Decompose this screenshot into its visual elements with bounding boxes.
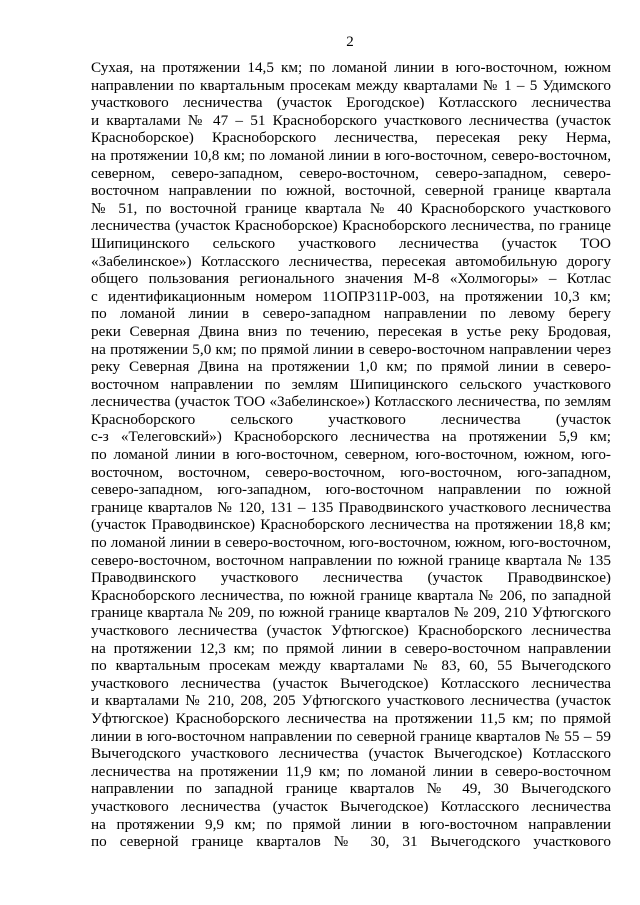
body-text: [91, 59, 611, 851]
text-line: Вычегодского участкового лесничества (участок Вычегодское) Котласского: [91, 745, 611, 763]
text-line: на протяжении 12,3 км; по прямой линии в северо-восточном направлении: [91, 639, 611, 657]
text-line: лесничества (участок ТОО «Забелинское») Котласского лесничества, по землям: [91, 393, 611, 411]
text-line: «Забелинское») Котласского лесничества, пересекая автомобильную дорогу: [91, 252, 611, 270]
text-line: на протяжении 10,8 км; по ломаной линии в юго-восточном, северо-восточном,: [91, 146, 611, 164]
text-line: восточном направлении по землям Шипицинского сельского участкового: [91, 375, 611, 393]
text-line: участкового лесничества (участок Вычегодское) Котласского лесничества: [91, 674, 611, 692]
text-line: северном, северо-западном, северо-восточном, северо-западном, северо-: [91, 164, 611, 182]
text-line: границе кварталов № 120, 131 – 135 Праводвинского участкового лесничества: [91, 498, 611, 516]
text-line: по северной границе кварталов № 30, 31 Вычегодского участкового: [91, 833, 611, 851]
text-line: реки Северная Двина вниз по течению, пересекая в устье реку Бродовая,: [91, 322, 611, 340]
text-line: лесничества на протяжении 11,9 км; по ломаной линии в северо-восточном: [91, 762, 611, 780]
text-line: Красноборское) Красноборского лесничества, пересекая реку Нерма,: [91, 129, 611, 147]
text-line: Шипицинского сельского участкового лесничества (участок ТОО: [91, 234, 611, 252]
text-line: линии в юго-восточном направлении по северной границе кварталов № 55 – 59: [91, 727, 611, 745]
page-number: 2: [346, 34, 354, 50]
text-line: с идентификационным номером 11ОПР311Р-003, на протяжении 10,3 км;: [91, 287, 611, 305]
text-line: Красноборского сельского участкового лесничества (участок: [91, 410, 611, 428]
text-line: № 51, по восточной границе квартала № 40 Красноборского участкового: [91, 199, 611, 217]
text-line: по ломаной линии в северо-западном направлении по левому берегу: [91, 305, 611, 323]
text-line: участкового лесничества (участок Ерогодское) Котласского лесничества: [91, 94, 611, 112]
text-line: Праводвинского участкового лесничества (участок Праводвинское): [91, 569, 611, 587]
text-line: северо-западном, юго-западном, юго-восточном направлении по южной: [91, 481, 611, 499]
text-line: и кварталами № 210, 208, 205 Уфтюгского участкового лесничества (участок: [91, 692, 611, 710]
text-line: Уфтюгское) Красноборского лесничества на протяжении 11,5 км; по прямой: [91, 709, 611, 727]
text-line: по ломаной линии в юго-восточном, северном, юго-восточном, южном, юго-: [91, 446, 611, 464]
text-line: с-з «Телеговский») Красноборского лесничества на протяжении 5,9 км;: [91, 428, 611, 446]
text-line: на протяжении 9,9 км; по прямой линии в юго-восточном направлении: [91, 815, 611, 833]
text-line: участкового лесничества (участок Уфтюгское) Красноборского лесничества: [91, 622, 611, 639]
text-line: направлении по квартальным просекам между кварталами № 1 – 5 Удимского: [91, 76, 611, 94]
text-line: общего пользования регионального значения М-8 «Холмогоры» – Котлас: [91, 270, 611, 288]
text-line: на протяжении 5,0 км; по прямой линии в северо-восточном направлении через: [91, 340, 611, 358]
text-line: лесничества (участок Красноборское) Красноборского лесничества, по границе: [91, 217, 611, 235]
text-line: восточном, восточном, северо-восточном, юго-восточном, юго-западном,: [91, 463, 611, 481]
text-line: северо-восточном, восточном направлении по южной границе квартала № 135: [91, 551, 611, 569]
text-line: и кварталами № 47 – 51 Красноборского участкового лесничества (участок: [91, 111, 611, 129]
text-line: (участок Праводвинское) Красноборского лесничества на протяжении 18,8 км;: [91, 516, 611, 534]
text-line: Красноборского лесничества, по южной границе квартала № 206, по западной: [91, 586, 611, 604]
text-line: границе квартала № 209, по южной границе кварталов № 209, 210 Уфтюгского: [91, 604, 611, 622]
text-line: Сухая, на протяжении 14,5 км; по ломаной линии в юго-восточном, южном: [91, 59, 611, 76]
text-line: направлении по западной границе кварталов № 49, 30 Вычегодского: [91, 780, 611, 798]
text-line: восточном направлении по южной, восточной, северной границе квартала: [91, 182, 611, 200]
text-line: по ломаной линии в северо-восточном, юго-восточном, южном, юго-восточном,: [91, 534, 611, 552]
text-line: реку Северная Двина на протяжении 1,0 км; по прямой линии в северо-: [91, 358, 611, 376]
text-line: участкового лесничества (участок Вычегодское) Котласского лесничества: [91, 797, 611, 815]
text-line: по квартальным просекам между кварталами № 83, 60, 55 Вычегодского: [91, 657, 611, 675]
